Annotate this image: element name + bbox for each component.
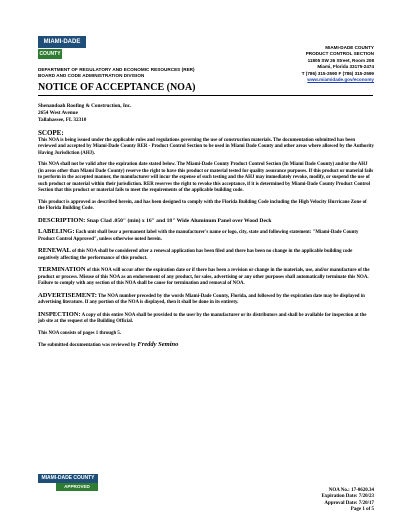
scope-paragraph-1: This NOA is being issued under the applicable rules and regulations governing the use of construction materials. The documentation submitted has been reviewed and accepted by Miami-Dade County RER - Product Control Section to be used in Miami Dade County and other areas where allowed by the Authority Having Jurisdiction (AHJ). bbox=[38, 137, 374, 156]
noa-footer-info bbox=[244, 488, 374, 514]
labeling-text: Each unit shall bear a permanent label with the manufacturer's name or logo, city, state and following statement: "Miami-Dade County Product Control Approved", unless otherwise noted herein. bbox=[38, 230, 359, 242]
pages-statement: This NOA consists of pages 1 through 5. bbox=[38, 330, 122, 336]
termination-text: of this NOA will occur after the expiration date or if there has been a revision or change in the materials, use, and/or manufacture of the product or process. Misuse of this NOA as an endorsement of any product, for sales, advertising or any other purposes shall automatically terminate this NOA. Failure to comply with any section of this NOA shall be cause for termination and removal of NOA. bbox=[38, 268, 370, 286]
advertisement-text: The NOA number preceded by the words Miami-Dade County, Florida, and followed by the expiration date may be displayed in advertising literature. If any portion of the NOA is displayed, then it shall be done in its entirety. bbox=[38, 293, 365, 305]
labeling-section bbox=[38, 229, 374, 243]
noa-holder-address bbox=[38, 103, 131, 124]
department-heading bbox=[38, 67, 228, 79]
approval-date: Approval Date: 7/20/17 bbox=[324, 500, 374, 506]
document-title: NOTICE OF ACCEPTANCE (NOA) bbox=[38, 82, 196, 93]
scope-paragraph-3: This product is approved as described herein, and has been designed to comply with the Florida Building Code including the High Velocity Hurricane Zone of the Florida Building Code. bbox=[38, 199, 367, 211]
renewal-section bbox=[38, 248, 374, 262]
addr-line-5: T (786) 315-2590 F (786) 315-2599 bbox=[301, 70, 374, 76]
dept-line-1: DEPARTMENT OF REGULATORY AND ECONOMIC RESOURCES (RER) bbox=[38, 67, 195, 72]
reviewed-by-text: The submitted documentation was reviewed by bbox=[38, 343, 137, 348]
labeling-label: LABELING: bbox=[38, 228, 75, 235]
description-section bbox=[38, 218, 374, 225]
logo-county: COUNTY bbox=[39, 51, 61, 57]
scope-paragraph-2: This NOA shall not be valid after the expiration date stated below. The Miami-Dade County Product Control Section (In Miami Dade County) and/or the AHJ (in areas other than Miami Dade County) reserve the right to have this product or material tested for quality assurance purposes. If this product or material fails to perform in the accepted manner, the manufacturer will incur the expense of such testing and the AHJ may immediately revoke, modify, or suspend the use of such product or material within their jurisdiction. RER reserves the right to revoke this acceptance, if it is determined by Miami-Dade County Product Control Section that this product or material fails to meet the requirements of the applicable building code. bbox=[38, 162, 374, 193]
reviewer-signature: Freddy Semino bbox=[137, 341, 179, 348]
holder-name: Shenandoah Roofing & Construction, Inc. bbox=[38, 103, 132, 109]
review-statement bbox=[38, 342, 374, 350]
addr-line-4: Miami, Florida 33175-2474 bbox=[317, 64, 374, 70]
miami-dade-logo bbox=[38, 36, 86, 64]
advertisement-label: ADVERTISEMENT: bbox=[38, 291, 97, 299]
advertisement-section bbox=[38, 293, 374, 307]
expiration-date: Expiration Date: 7/20/23 bbox=[321, 494, 374, 500]
renewal-label: RENEWAL bbox=[38, 247, 71, 254]
website-link[interactable]: www.miamidade.gov/economy bbox=[307, 77, 374, 83]
seal-county-text: MIAMI-DADE COUNTY bbox=[38, 474, 98, 483]
description-text: Snap Clad .050" (min) x 16" and 18" Wide Aluminum Panel over Wood Deck bbox=[86, 217, 272, 224]
logo-name: MIAMI-DADE bbox=[38, 36, 86, 48]
holder-street: 2654 West Avenue bbox=[38, 110, 78, 116]
addr-line-3: 11805 SW 26 Street, Room 208 bbox=[307, 57, 374, 63]
holder-city: Tallahassee, FL 32310 bbox=[38, 117, 87, 123]
description-label: DESCRIPTION: bbox=[38, 216, 86, 224]
termination-label: TERMINATION bbox=[38, 266, 86, 273]
dept-line-2: BOARD AND CODE ADMINISTRATION DIVISION bbox=[38, 73, 145, 78]
addr-line-2: PRODUCT CONTROL SECTION bbox=[305, 51, 374, 57]
page-number: Page 1 of 5 bbox=[350, 507, 374, 513]
inspection-label: INSPECTION: bbox=[38, 310, 81, 318]
scope-heading: SCOPE: bbox=[38, 129, 64, 137]
document-body bbox=[38, 130, 374, 355]
title-divider bbox=[38, 95, 373, 96]
termination-section bbox=[38, 267, 374, 288]
seal-approved-text: APPROVED bbox=[56, 483, 98, 491]
office-address bbox=[254, 45, 374, 83]
renewal-text: of this NOA shall be considered after a renewal application has been filed and there has been no change in the applicable building code negatively affecting the performance of this product. bbox=[38, 249, 353, 261]
noa-number: NOA No.: 17-0620.34 bbox=[328, 488, 374, 493]
addr-line-1: MIAMI-DADE COUNTY bbox=[325, 45, 374, 50]
inspection-text: A copy of this entire NOA shall be provided to the user by the manufacturer or its distributors and shall be available for inspection at the job site at the request of the Building Official. bbox=[38, 312, 367, 324]
inspection-section bbox=[38, 312, 374, 326]
approved-seal-logo bbox=[38, 474, 98, 492]
